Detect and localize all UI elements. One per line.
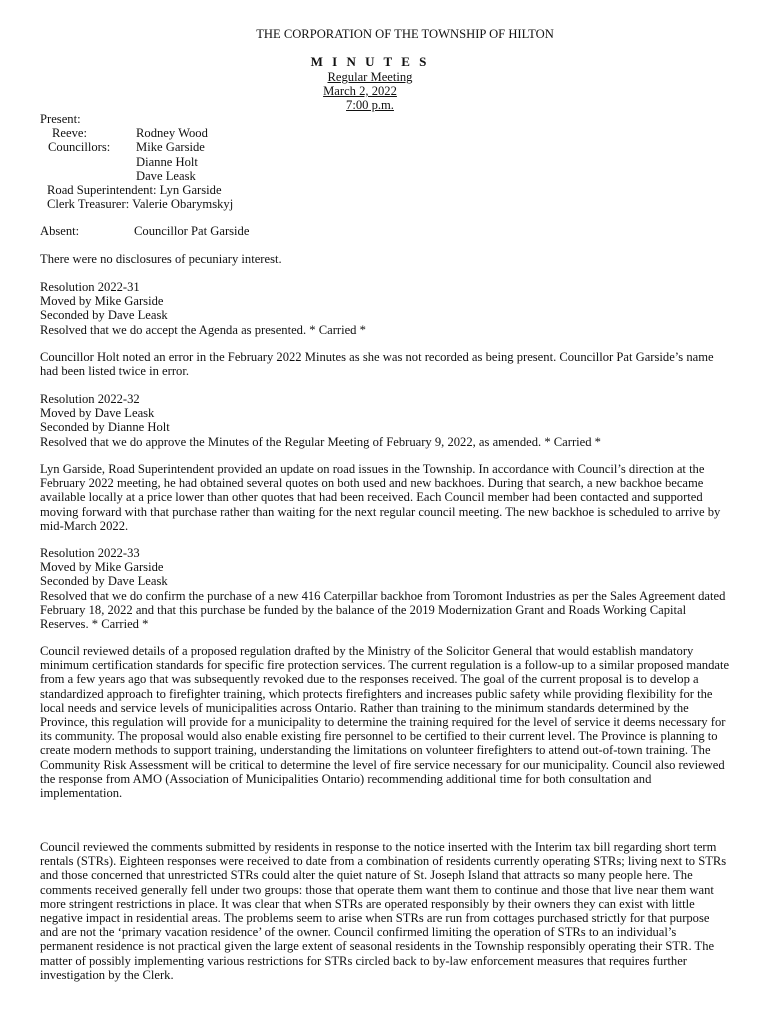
councillors-label: Councillors: [48, 140, 111, 155]
present-section [40, 112, 730, 211]
councillor-name: Dave Leask [136, 168, 196, 183]
seconded-by: Seconded by Dave Leask [40, 308, 168, 323]
councillor-name: Mike Garside [136, 140, 205, 155]
meeting-time: 7:00 p.m. [346, 98, 394, 112]
fire-regulation-paragraph: Council reviewed details of a proposed regulation drafted by the Ministry of the Solicitor General that would establish mandatory minimum certification standards for specific fire protection services. The current regulation is a follow-up to a similar proposed mandate from a few years ago that was subsequently revoked due to the responses received. The goal of the current proposal is to develop a standardized approach to firefighter training, which protects firefighters and increases public safety while providing flexibility for the local needs and service levels of municipalities across Ontario. Rather than training to the minimum standards determined by the Province, this regulation will provide for a municipality to determine the training required for the level of service it deems necessary for its community. The proposal would also enable existing fire personnel to be certified to their current level. The Province is planning to create modern methods to support training, understanding the limitations on volunteer firefighters to attend out-of-town training. The Community Risk Assessment will be critical to determine the level of fire service necessary for our municipality. Council also reviewed the response from AMO (Association of Municipalities Ontario) recommending additional time for both consultation and implementation. [40, 644, 730, 801]
moved-by: Moved by Mike Garside [40, 560, 164, 575]
reeve-label: Reeve: [52, 126, 87, 141]
resolution-text: Resolved that we do accept the Agenda as presented. * Carried * [40, 322, 366, 337]
minutes-heading: M I N U T E S [310, 54, 430, 69]
road-superintendent: Road Superintendent: Lyn Garside [47, 183, 222, 198]
resolution-number: Resolution 2022-32 [40, 392, 140, 406]
resolution-number: Resolution 2022-33 [40, 546, 140, 560]
seconded-by: Seconded by Dianne Holt [40, 420, 170, 435]
resolution-number: Resolution 2022-31 [40, 280, 140, 294]
absent-section [40, 224, 730, 238]
holt-note: Councillor Holt noted an error in the February 2022 Minutes as she was not recorded as being present. Councillor Pat Garside’s name had been listed twice in error. [40, 350, 714, 379]
absent-label: Absent: [40, 224, 80, 238]
short-term-rentals-paragraph: Council reviewed the comments submitted by residents in response to the notice inserted with the Interim tax bill regarding short term rentals (STRs). Eighteen responses were received to date from a combination of residents currently operating STRs; living next to STRs and those concerned that unrestricted STRs could alter the quiet nature of St. Joseph Island that attracts so many people here. The comments received generally fell under two groups: those that operate them want them to continue and those that live near them want more stringent restrictions in place. It was clear that when STRs are operated responsibly by their owners they can exist with little negative impact in residential areas. The problems seem to arise when STRs are run from cottages purchased strictly for that purpose and are not the ‘primary vacation residence’ of the owner. Council confirmed limiting the operation of STRs to an individual’s permanent residence is not practical given the large extent of seasonal residents in the Township responsibly operating their STR. The matter of possibly implementing various restrictions for STRs circled back to by-law enforcement measures that requires further investigation by the Clerk. [40, 840, 727, 982]
road-update-paragraph: Lyn Garside, Road Superintendent provided an update on road issues in the Township. In accordance with Council’s direction at the February 2022 meeting, he had obtained several quotes on both used and new backhoes. During that search, a new backhoe became available locally at a price lower than other quotes that had been received. Each Council member had been contacted and supported moving forward with that purchase rather than waiting for the next regular council meeting. The new backhoe is scheduled to arrive by mid-March 2022. [40, 462, 721, 533]
resolution-2022-32 [40, 392, 730, 449]
councillor-name: Dianne Holt [136, 154, 198, 169]
pecuniary-statement: There were no disclosures of pecuniary interest. [40, 252, 282, 266]
meeting-date: March 2, 2022 [323, 84, 397, 98]
reeve-row [40, 126, 730, 140]
clerk-treasurer: Clerk Treasurer: Valerie Obarymskyj [47, 197, 234, 212]
moved-by: Moved by Dave Leask [40, 406, 155, 421]
resolution-2022-31 [40, 280, 730, 337]
meeting-type: Regular Meeting [327, 70, 413, 84]
councillors-row [40, 140, 730, 154]
absent-name: Councillor Pat Garside [134, 224, 250, 238]
resolution-text: Resolved that we do approve the Minutes of the Regular Meeting of February 9, 2022, as amended. * Carried * [40, 434, 601, 449]
resolution-text: Resolved that we do confirm the purchase of a new 416 Caterpillar backhoe from Toromont Industries as per the Sales Agreement dated February 18, 2022 and that this purchase be funded by the balance of the 2019 Modernization Grant and Roads Working Capital Reserves. * Carried * [40, 588, 726, 632]
moved-by: Moved by Mike Garside [40, 294, 164, 309]
document-title: THE CORPORATION OF THE TOWNSHIP OF HILTON [256, 27, 554, 41]
reeve-name: Rodney Wood [136, 126, 208, 141]
seconded-by: Seconded by Dave Leask [40, 574, 168, 589]
resolution-2022-33 [40, 546, 730, 631]
present-label: Present: [40, 112, 81, 126]
